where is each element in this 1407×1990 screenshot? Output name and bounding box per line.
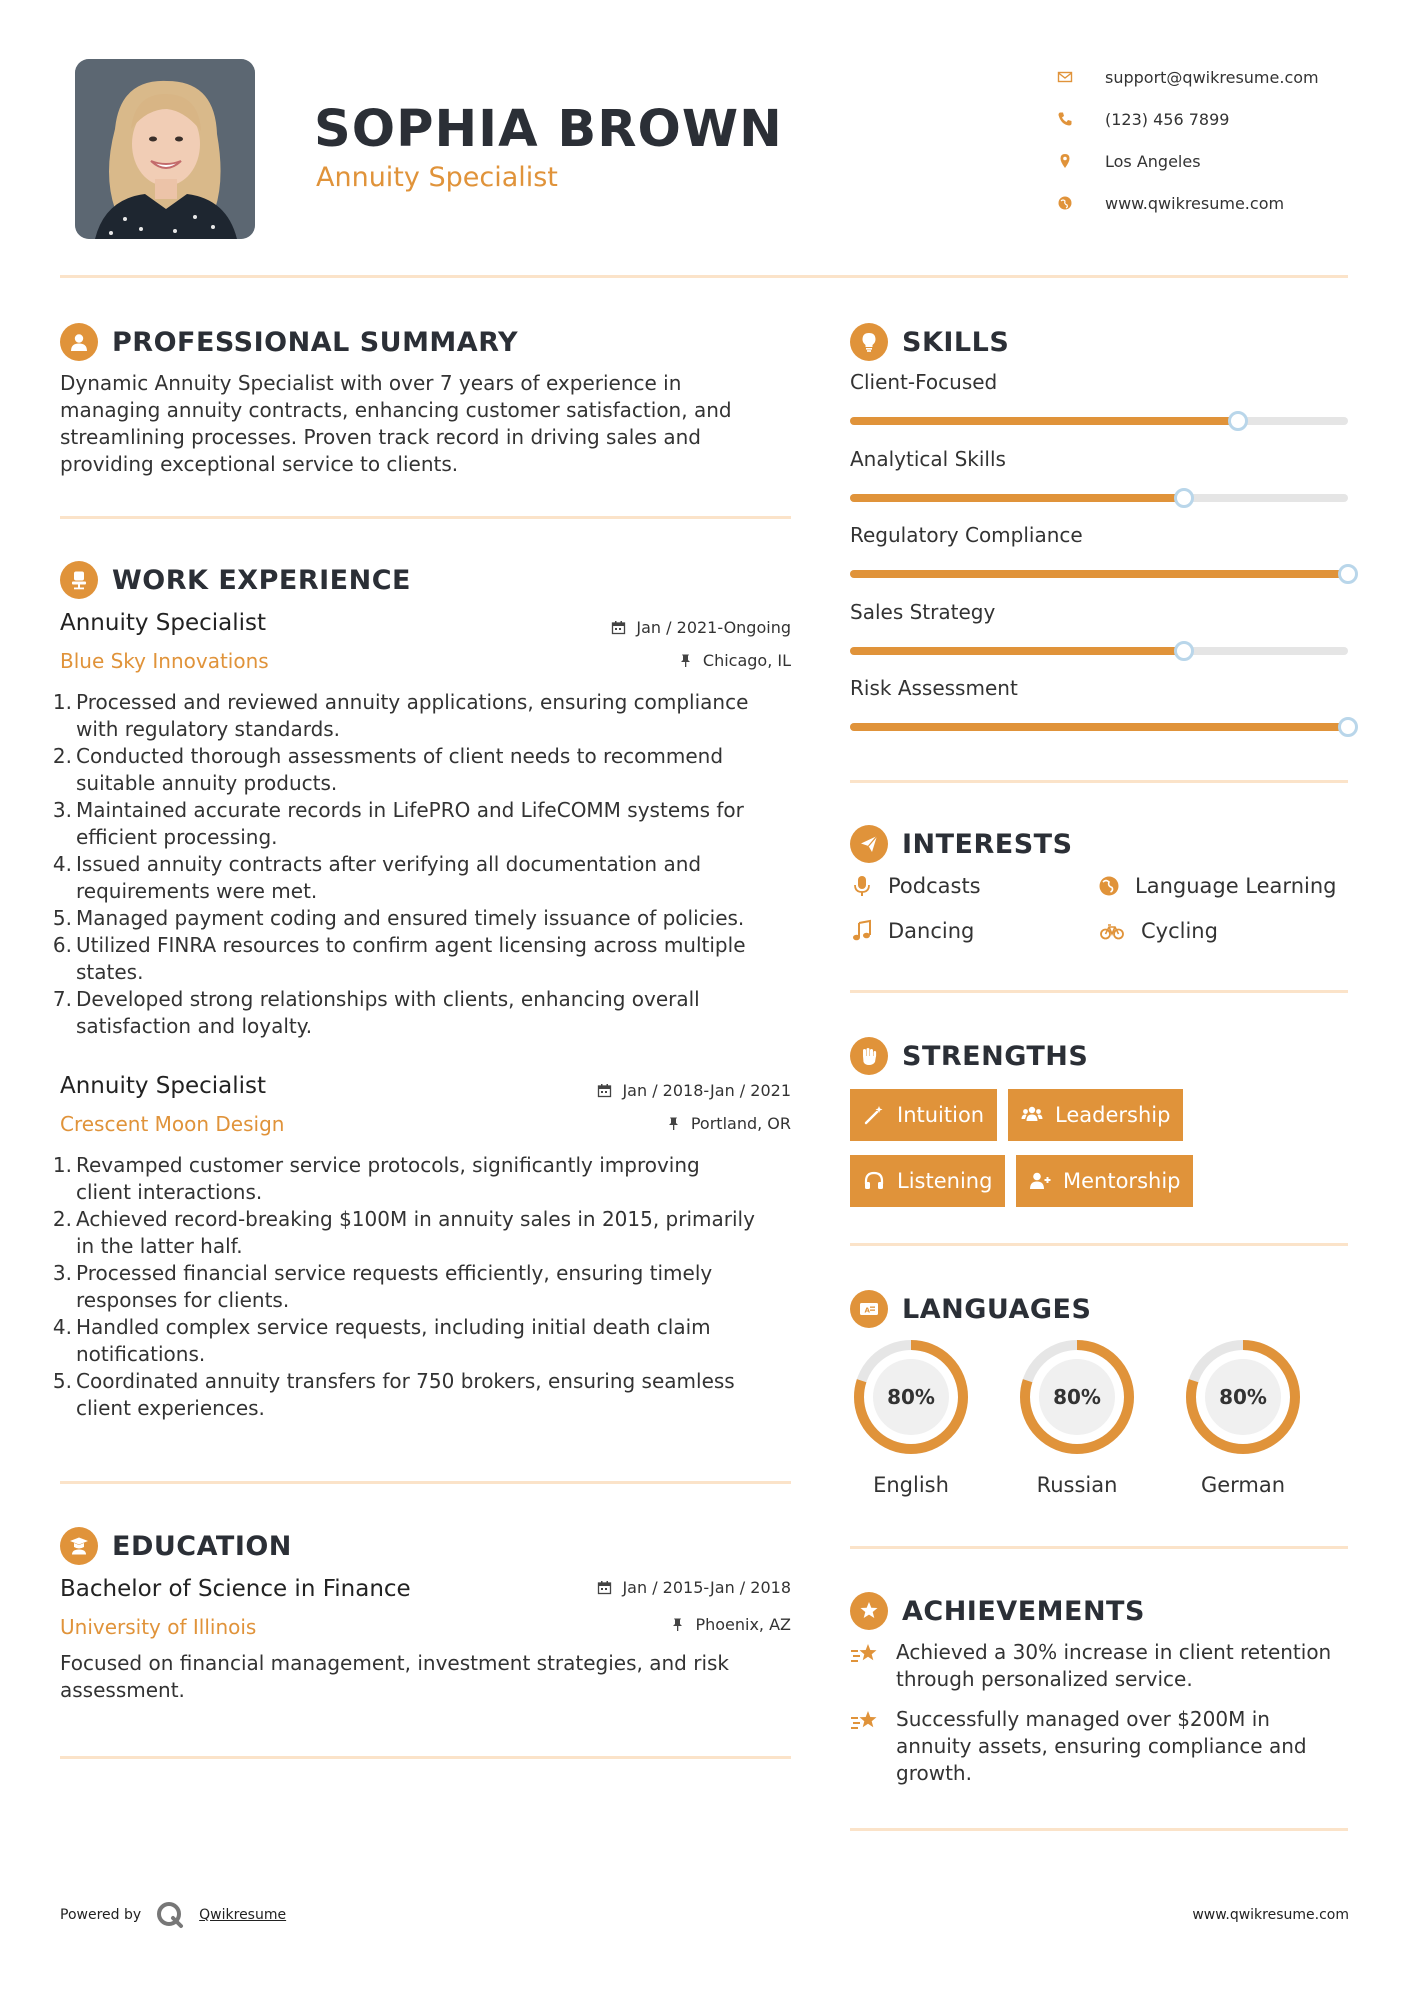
user-icon — [60, 323, 98, 361]
candidate-role: Annuity Specialist — [316, 162, 558, 193]
brand-link[interactable]: Qwikresume — [199, 1907, 287, 1923]
calendar-icon — [597, 1580, 612, 1595]
strength-label: Leadership — [1055, 1103, 1171, 1127]
language-ring — [1015, 1335, 1139, 1459]
education-location-text: Phoenix, AZ — [695, 1615, 791, 1634]
strength-badge-intuition — [850, 1089, 997, 1141]
music-note-icon — [850, 919, 874, 943]
bullet-item: 3. Processed financial service requests efficiently, ensuring timely responses for clients. — [52, 1261, 713, 1312]
strength-label: Mentorship — [1063, 1169, 1181, 1193]
microphone-icon — [850, 874, 874, 898]
interest-dancing — [850, 919, 974, 943]
achievements-divider — [850, 1828, 1348, 1831]
skill-name: Sales Strategy — [850, 599, 996, 624]
svg-text:A: A — [864, 1306, 870, 1315]
footer-website-link[interactable]: www.qwikresume.com — [1192, 1907, 1349, 1923]
skill-bar-track — [850, 417, 1348, 425]
job-company: Blue Sky Innovations — [60, 649, 269, 673]
achievement-line: Achieved a 30% increase in client retention — [896, 1640, 1332, 1664]
user-plus-icon — [1029, 1170, 1051, 1192]
job-location — [500, 1114, 791, 1133]
achievements-heading — [850, 1592, 1145, 1630]
education-line: Focused on financial management, investment strategies, and risk — [60, 1651, 730, 1675]
calendar-icon — [611, 620, 626, 635]
language-card-icon — [850, 1290, 888, 1328]
skill-bar-knob — [1174, 641, 1194, 661]
job-location-text: Chicago, IL — [702, 651, 791, 670]
magic-wand-icon — [863, 1104, 885, 1126]
contact-website[interactable] — [1055, 182, 1385, 224]
phone-icon — [1055, 109, 1075, 129]
language-name: German — [1200, 1473, 1286, 1497]
skill-bar-track — [850, 494, 1348, 502]
language-gauge — [849, 1335, 973, 1497]
pushpin-icon — [666, 1116, 681, 1131]
language-ring — [1181, 1335, 1305, 1459]
summary-text — [60, 370, 800, 478]
achievement-line: through personalized service. — [896, 1667, 1193, 1691]
language-gauge — [1015, 1335, 1139, 1497]
skill-name: Client-Focused — [850, 370, 998, 394]
language-percent-label: 80% — [1053, 1385, 1101, 1409]
strengths-divider — [850, 1243, 1348, 1246]
language-name: English — [873, 1473, 949, 1497]
skills-heading — [850, 323, 1009, 361]
bullet-item: 1. Processed and reviewed annuity applications, ensuring compliance with regulatory standards. — [52, 690, 749, 741]
bullet-item: 4. Issued annuity contracts after verifying all documentation and requirements were met. — [52, 852, 702, 903]
pushpin-icon — [670, 1617, 685, 1632]
language-ring — [849, 1335, 973, 1459]
strength-badge-leadership — [1008, 1089, 1183, 1141]
interest-label: Dancing — [888, 919, 975, 943]
shooting-star-icon — [850, 1708, 882, 1736]
strengths-title: STRENGTHS — [902, 1040, 1089, 1072]
header-divider — [60, 275, 1348, 278]
summary-line: managing annuity contracts, enhancing customer satisfaction, and — [60, 398, 732, 422]
map-pin-icon — [1055, 151, 1075, 171]
strength-label: Listening — [897, 1169, 993, 1193]
job-location-text: Portland, OR — [690, 1114, 791, 1133]
phone-text: (123) 456 7899 — [1105, 109, 1230, 129]
email-text: support@qwikresume.com — [1105, 67, 1319, 87]
interests-divider — [850, 990, 1348, 993]
achievements-title: ACHIEVEMENTS — [902, 1595, 1145, 1627]
globe-icon — [1097, 874, 1121, 898]
bullet-item: 5. Managed payment coding and ensured timely issuance of policies. — [52, 906, 745, 930]
language-gauge — [1181, 1335, 1305, 1497]
headphones-icon — [863, 1170, 885, 1192]
skill-name: Regulatory Compliance — [850, 523, 1083, 547]
degree-title: Bachelor of Science in Finance — [60, 1576, 411, 1602]
skill-name: Analytical Skills — [850, 446, 1006, 471]
bullet-item: 3. Maintained accurate records in LifePRO and LifeCOMM systems for efficient processing. — [52, 798, 744, 849]
contact-phone[interactable] — [1055, 98, 1385, 140]
job-bullets — [52, 1152, 802, 1422]
skills-divider — [850, 780, 1348, 783]
interest-cycling — [1097, 919, 1218, 943]
skill-bar-track — [850, 723, 1348, 731]
skill-bar-fill — [850, 570, 1348, 578]
users-icon — [1021, 1104, 1043, 1126]
interest-podcasts — [850, 874, 981, 898]
languages-divider — [850, 1546, 1348, 1549]
interests-title: INTERESTS — [902, 828, 1073, 860]
interests-heading — [850, 825, 1073, 863]
envelope-icon — [1055, 67, 1075, 87]
bullet-item: 4. Handled complex service requests, including initial death claim notifications. — [52, 1315, 711, 1366]
bicycle-icon — [1097, 919, 1127, 943]
achievement-item — [850, 1639, 1350, 1693]
summary-line: streamlining processes. Proven track record in driving sales and — [60, 425, 701, 449]
language-percent-label: 80% — [887, 1385, 935, 1409]
lightbulb-icon — [850, 323, 888, 361]
achievement-line: growth. — [896, 1761, 972, 1785]
shooting-star-icon — [850, 1641, 882, 1669]
language-name: Russian — [1036, 1473, 1118, 1497]
education-location — [500, 1615, 791, 1634]
skill-bar-track — [850, 647, 1348, 655]
strength-badge-listening — [850, 1155, 1005, 1207]
summary-divider — [60, 516, 791, 519]
education-description — [60, 1650, 800, 1704]
graduate-icon — [60, 1527, 98, 1565]
skill-bar-knob — [1174, 488, 1194, 508]
languages-title: LANGUAGES — [902, 1293, 1092, 1325]
interest-label: Language Learning — [1135, 874, 1337, 898]
bullet-item: 7. Developed strong relationships with clients, enhancing overall satisfaction and loyalty. — [52, 987, 700, 1038]
contact-block — [1055, 56, 1385, 224]
job-title: Annuity Specialist — [60, 1073, 267, 1099]
bullet-item: 1. Revamped customer service protocols, significantly improving client interactions. — [52, 1153, 700, 1204]
education-title: EDUCATION — [112, 1530, 292, 1562]
education-divider — [60, 1756, 791, 1759]
job-dates — [500, 1081, 791, 1100]
interest-label: Podcasts — [888, 874, 981, 898]
skill-bar-knob — [1338, 564, 1358, 584]
skill-bar-knob — [1338, 717, 1358, 737]
skill-bar-fill — [850, 723, 1348, 731]
skills-title: SKILLS — [902, 326, 1010, 358]
qwikresume-logo-icon — [155, 1900, 185, 1930]
job-bullets — [52, 689, 802, 1040]
strength-badge-mentorship — [1016, 1155, 1193, 1207]
skill-name: Risk Assessment — [850, 676, 1018, 700]
fist-icon — [850, 1037, 888, 1075]
globe-icon — [1055, 193, 1075, 213]
paper-plane-icon — [850, 825, 888, 863]
profile-photo — [75, 59, 255, 239]
pushpin-icon — [678, 653, 693, 668]
job-location — [500, 651, 791, 670]
strength-label: Intuition — [897, 1103, 985, 1127]
job-dates-text: Jan / 2021-Ongoing — [636, 618, 791, 637]
skill-bar-knob — [1228, 411, 1248, 431]
education-heading — [60, 1527, 292, 1565]
contact-email[interactable] — [1055, 56, 1385, 98]
summary-heading — [60, 323, 518, 361]
website-text: www.qwikresume.com — [1105, 193, 1285, 213]
education-line: assessment. — [60, 1678, 185, 1702]
summary-line: providing exceptional service to clients. — [60, 452, 459, 476]
achievement-line: annuity assets, ensuring compliance and — [896, 1734, 1307, 1758]
location-text: Los Angeles — [1105, 151, 1201, 171]
contact-location — [1055, 140, 1385, 182]
briefcase-chair-icon — [60, 561, 98, 599]
bullet-item: 2. Conducted thorough assessments of client needs to recommend suitable annuity products. — [52, 744, 724, 795]
experience-title: WORK EXPERIENCE — [112, 564, 411, 596]
award-star-icon — [850, 1592, 888, 1630]
interest-label: Cycling — [1141, 919, 1218, 943]
bullet-item: 6. Utilized FINRA resources to confirm agent licensing across multiple states. — [52, 933, 746, 984]
experience-heading — [60, 561, 411, 599]
powered-by-text: Powered by — [60, 1907, 142, 1923]
bullet-item: 2. Achieved record-breaking $100M in annuity sales in 2015, primarily in the latter half. — [52, 1207, 755, 1258]
job-dates-text: Jan / 2018-Jan / 2021 — [622, 1081, 791, 1100]
skill-bar-track — [850, 570, 1348, 578]
footer-credit — [60, 1900, 286, 1930]
calendar-icon — [597, 1083, 612, 1098]
skill-bar-fill — [850, 417, 1238, 425]
summary-line: Dynamic Annuity Specialist with over 7 years of experience in — [60, 371, 682, 395]
job-title: Annuity Specialist — [60, 610, 267, 636]
skill-bar-fill — [850, 647, 1184, 655]
job-company: Crescent Moon Design — [60, 1112, 285, 1136]
strengths-heading — [850, 1037, 1088, 1075]
job-dates — [500, 618, 791, 637]
interest-language-learning — [1097, 874, 1336, 898]
achievement-line: Successfully managed over $200M in — [896, 1707, 1270, 1731]
candidate-name: SOPHIA BROWN — [314, 100, 783, 159]
bullet-item: 5. Coordinated annuity transfers for 750 brokers, ensuring seamless client experiences. — [52, 1369, 735, 1420]
school-name: University of Illinois — [60, 1615, 257, 1639]
experience-divider — [60, 1481, 791, 1484]
education-dates — [500, 1578, 791, 1597]
achievement-item — [850, 1706, 1350, 1787]
education-dates-text: Jan / 2015-Jan / 2018 — [622, 1578, 791, 1597]
language-percent-label: 80% — [1219, 1385, 1267, 1409]
languages-heading — [850, 1290, 1091, 1328]
summary-title: PROFESSIONAL SUMMARY — [112, 326, 519, 358]
skill-bar-fill — [850, 494, 1184, 502]
